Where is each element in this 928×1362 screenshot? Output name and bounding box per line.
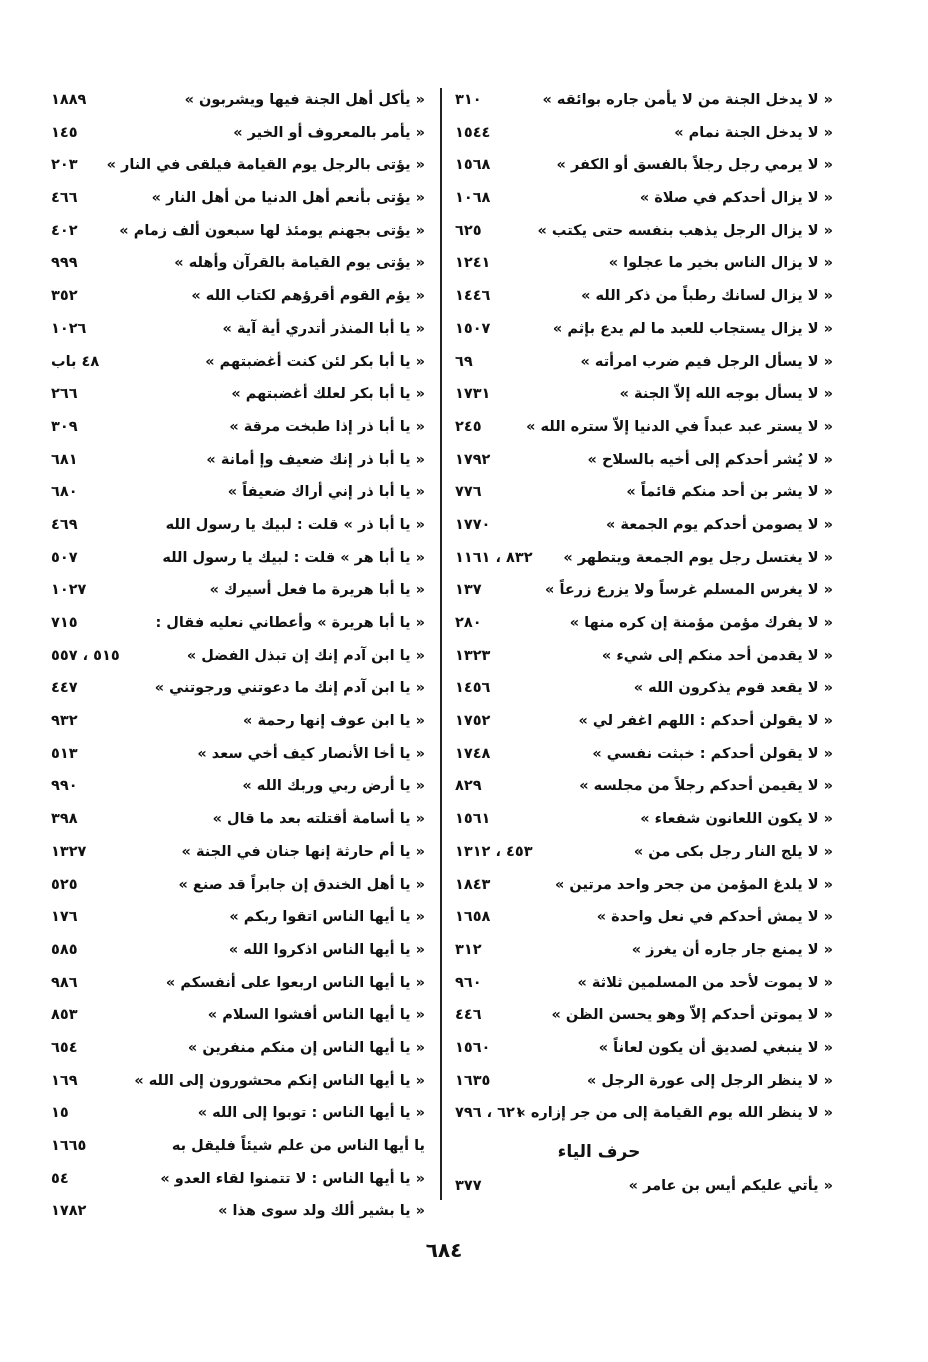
- entry-text: « يؤم القوم أقرؤهم لكتاب الله »: [191, 288, 425, 305]
- entry-number: ١٧٩٢: [455, 451, 491, 468]
- index-entry: [455, 738, 833, 771]
- entry-number: ١٤٥: [51, 124, 78, 141]
- entry-number: ٥٢٥: [51, 876, 78, 893]
- entry-text: « لا يمش أحدكم في نعل واحدة »: [596, 909, 833, 926]
- entry-number: ٤٤٧: [51, 680, 78, 697]
- index-entry: [455, 247, 833, 280]
- entry-text: « لا يشر بن أحد منكم قائماً »: [626, 484, 833, 501]
- entry-number: ١٦٩: [51, 1072, 78, 1089]
- index-entry: [455, 215, 833, 248]
- index-entry: [45, 640, 425, 673]
- entry-text: « لا يموتن أحدكم إلاّ وهو يحسن الظن »: [551, 1007, 833, 1024]
- right-column: [455, 84, 833, 1203]
- entry-number: ٤٠٢: [51, 222, 78, 239]
- entry-text: « لا يزال يستجاب للعبد ما لم يدع بإثم »: [552, 320, 833, 337]
- entry-text: « لا يستر عبد عبداً في الدنيا إلاّ ستره الله »: [526, 418, 833, 435]
- index-entry: [455, 901, 833, 934]
- index-entry: [45, 1130, 425, 1163]
- entry-number: ٣١٠: [455, 92, 482, 108]
- entry-number: ٣٧٧: [455, 1178, 482, 1194]
- index-entry: [45, 574, 425, 607]
- index-entry: [455, 869, 833, 902]
- index-entry: [45, 313, 425, 346]
- index-entry: [45, 542, 425, 575]
- entry-text: يا أيها الناس من علم شيئاً فليقل به: [171, 1138, 425, 1154]
- entry-number: ٨٣٢ ، ١١٦١: [455, 549, 533, 566]
- entry-number: ١٣٢٣: [455, 647, 491, 664]
- entry-text: « لا ينبغي لصديق أن يكون لعاناً »: [598, 1039, 833, 1056]
- index-entry: [455, 1097, 833, 1130]
- entry-text: « لا يزال الرجل يذهب بنفسه حتى يكتب »: [537, 222, 833, 239]
- index-entry: [45, 215, 425, 248]
- entry-text: « يا بشير ألك ولد سوى هذا »: [218, 1203, 425, 1220]
- entry-number: ٣٥٢: [51, 288, 78, 305]
- index-entry: [45, 803, 425, 836]
- entry-text: « لا يدخل الجنة نمام »: [674, 124, 833, 141]
- entry-text: « يا أهل الخندق إن جابراً قد صنع »: [178, 876, 425, 893]
- entry-number: ٨٥٣: [51, 1007, 78, 1024]
- entry-number: ١٥٦٨: [455, 157, 491, 174]
- entry-number: ٧١٥: [51, 615, 78, 631]
- entry-number: ٦٩: [455, 353, 473, 370]
- entry-number: ١٥٦١: [455, 811, 491, 828]
- entry-text: « يأتي عليكم أيس بن عامر »: [628, 1178, 833, 1194]
- index-entry: [45, 607, 425, 640]
- index-entry: [45, 476, 425, 509]
- entry-text: « لا يزال أحدكم في صلاة »: [639, 190, 833, 207]
- entry-number: ٩٣٢: [51, 713, 78, 730]
- entry-number: ١٦٥٨: [455, 909, 491, 926]
- entry-text: « لا ينظر الرجل إلى عورة الرجل »: [586, 1072, 833, 1089]
- index-entry: [45, 1097, 425, 1130]
- index-entry: [455, 84, 833, 117]
- entry-number: ١٥٤٤: [455, 124, 491, 141]
- section-heading: حرف الياء: [557, 1142, 641, 1162]
- index-entry: [45, 117, 425, 150]
- index-entry: [455, 770, 833, 803]
- entry-text: « يؤتى يوم القيامة بالقرآن وأهله »: [174, 255, 425, 272]
- index-entry: [45, 280, 425, 313]
- entry-text: « يؤتى بالرجل يوم القيامة فيلقى في النار »: [106, 157, 425, 174]
- index-entry: [455, 280, 833, 313]
- index-entry: [455, 607, 833, 640]
- entry-text: « لا يصومن أحدكم يوم الجمعة »: [606, 516, 833, 533]
- entry-text: « يا ابن آدم إنك ما دعوتني ورجوتني »: [154, 680, 425, 697]
- entry-text: « لا يلدغ المؤمن من جحر واحد مرتين »: [555, 876, 833, 893]
- index-entry: [455, 1032, 833, 1065]
- entry-text: « يا أبا هريرة » وأعطاني نعليه فقال :: [155, 615, 425, 631]
- index-entry: [45, 84, 425, 117]
- entry-text: « يؤتى بأنعم أهل الدنيا من أهل النار »: [151, 190, 425, 207]
- entry-text: « يا أبا هريرة ما فعل أسيرك »: [209, 582, 425, 599]
- index-entry: [455, 705, 833, 738]
- index-entry: [455, 444, 833, 477]
- index-entry: [45, 934, 425, 967]
- entry-text: « يؤتى بجهنم يومئذ لها سبعون ألف زمام »: [119, 222, 425, 239]
- entry-number: ٩٩٠: [51, 778, 78, 795]
- entry-number: ٨٢٩: [455, 778, 482, 795]
- entry-text: « لا يزال لسانك رطباً من ذكر الله »: [581, 288, 833, 305]
- entry-number: ٥٠٧: [51, 549, 78, 566]
- entry-text: « يا أيها الناس إن منكم منفرين »: [187, 1039, 425, 1056]
- entry-number: ١٦٦٥: [51, 1138, 87, 1154]
- entry-text: « لا يموت لأحد من المسلمين ثلاثة »: [577, 974, 833, 991]
- entry-text: « يا أسامة أقتلته بعد ما قال »: [212, 811, 425, 828]
- entry-number: ١٣٢٧: [51, 843, 87, 860]
- entry-text: « يا أبا بكر لعلك أغضبتهم »: [231, 386, 425, 403]
- index-entry: [45, 346, 425, 379]
- index-entry: [455, 346, 833, 379]
- entry-text: « يا أبا بكر لئن كنت أغضبتهم »: [205, 353, 425, 370]
- index-entry: [45, 967, 425, 1000]
- index-entry: [45, 836, 425, 869]
- entry-number: ١٠٢٧: [51, 582, 87, 599]
- index-entry: [45, 509, 425, 542]
- index-entry: [45, 901, 425, 934]
- entry-number: ٢٨٠: [455, 615, 482, 631]
- entry-text: « يا أخا الأنصار كيف أخي سعد »: [197, 745, 425, 762]
- entry-number: ٤٦٦: [51, 190, 78, 207]
- index-entry: [455, 1170, 833, 1203]
- index-entry: [455, 149, 833, 182]
- entry-text: « لا يقعد قوم يذكرون الله »: [633, 680, 833, 697]
- entry-text: « لا يُشر أحدكم إلى أخيه بالسلاح »: [587, 451, 833, 468]
- entry-number: ١٥٦٠: [455, 1039, 491, 1056]
- entry-text: « يأمر بالمعروف أو الخير »: [233, 124, 425, 141]
- entry-number: ١٨٨٩: [51, 92, 87, 108]
- index-entry: [45, 247, 425, 280]
- index-entry: [455, 542, 833, 575]
- entry-number: ٥١٥ ، ٥٥٧: [51, 647, 120, 664]
- entry-text: « يا أم حارثة إنها جنان في الجنة »: [181, 843, 425, 860]
- entry-text: « يا أيها الناس أفشوا السلام »: [207, 1007, 425, 1024]
- page-number: ٦٨٤: [425, 1238, 463, 1262]
- entry-text: « يا أيها الناس : توبوا إلى الله »: [197, 1105, 425, 1122]
- entry-text: « يا أيها الناس إنكم محشورون إلى الله »: [134, 1072, 425, 1089]
- index-entry: [455, 411, 833, 444]
- entry-text: « يا أبا هر » قلت : لبيك يا رسول الله: [162, 549, 425, 566]
- index-entry: [45, 378, 425, 411]
- entry-text: « يا ابن آدم إنك إن تبذل الفضل »: [186, 647, 425, 664]
- entry-text: « يا أيها الناس اربعوا على أنفسكم »: [165, 974, 425, 991]
- index-entry: [45, 770, 425, 803]
- entry-number: ٦٨٠: [51, 484, 78, 501]
- entry-text: « يا أيها الناس اذكروا الله »: [228, 941, 425, 958]
- entry-number: ٣١٢: [455, 941, 482, 958]
- index-entry: [45, 1163, 425, 1196]
- entry-number: ١٤٤٦: [455, 288, 491, 305]
- index-entry: [45, 869, 425, 902]
- entry-number: ٢٦٦: [51, 386, 78, 403]
- index-entry: [45, 444, 425, 477]
- entry-text: « لا يكون اللعانون شفعاء »: [640, 811, 833, 828]
- index-entry: [455, 378, 833, 411]
- entry-text: « يا أبا ذر إذا طبخت مرقة »: [229, 418, 425, 435]
- index-entry: [45, 705, 425, 738]
- entry-number: ١٥: [51, 1105, 69, 1122]
- left-column: [45, 84, 425, 1228]
- entry-number: ٦٢٥: [455, 222, 482, 239]
- entry-number: ٤٤٦: [455, 1007, 482, 1024]
- entry-text: « يا أبا المنذر أتدري أية آية »: [222, 320, 425, 337]
- entry-text: « لا يغتسل رجل يوم الجمعة ويتطهر »: [563, 549, 833, 566]
- index-entry: [455, 967, 833, 1000]
- entry-text: « يا ابن عوف إنها رحمة »: [243, 713, 425, 730]
- entry-text: « لا يلج النار رجل بكى من »: [633, 843, 833, 860]
- entry-number: ١٧٥٢: [455, 713, 491, 730]
- entry-number: ٣٠٩: [51, 418, 78, 435]
- index-entry: [455, 934, 833, 967]
- column-divider: [440, 88, 442, 1200]
- index-entry: [45, 182, 425, 215]
- entry-text: « لا ينظر الله يوم القيامة إلى من جر إزاره »: [516, 1105, 833, 1122]
- index-entry: [455, 999, 833, 1032]
- entry-text: « يا أيها الناس اتقوا ربكم »: [229, 909, 425, 926]
- entry-number: ٩٦٠: [455, 974, 482, 991]
- entry-number: ٦٨١: [51, 451, 78, 468]
- index-entry: [455, 640, 833, 673]
- index-entry: [455, 509, 833, 542]
- entry-text: « لا يقولن أحدكم : اللهم اغفر لي »: [578, 713, 833, 730]
- entry-number: ٣٩٨: [51, 811, 78, 828]
- entry-number: ١٨٤٣: [455, 876, 491, 893]
- entry-number: ١٠٦٨: [455, 190, 491, 207]
- index-entry: [455, 672, 833, 705]
- index-entry: [45, 149, 425, 182]
- index-entry: [45, 1195, 425, 1228]
- entry-text: « لا يزال الناس بخير ما عجلوا »: [608, 255, 833, 272]
- entry-text: « لا يدخل الجنة من لا يأمن جاره بوائقه »: [542, 92, 833, 108]
- entry-number: ٤٨ باب: [51, 353, 100, 370]
- entry-text: « لا يسأل الرجل فيم ضرب امرأته »: [580, 353, 833, 370]
- entry-text: « لا يغرس المسلم غرساً ولا يزرع زرعاً »: [545, 582, 833, 599]
- index-entry: [455, 476, 833, 509]
- entry-text: « يا أبا ذر إنك ضعيف وإ أمانة »: [206, 451, 425, 468]
- entry-text: « لا يفرك مؤمن مؤمنة إن كره منها »: [569, 615, 833, 631]
- index-entry: [45, 999, 425, 1032]
- index-entry: [45, 1032, 425, 1065]
- index-entry: [455, 1065, 833, 1098]
- entry-text: « يا أيها الناس : لا تتمنوا لقاء العدو »: [160, 1170, 425, 1187]
- entry-number: ١٧٣١: [455, 386, 491, 403]
- entry-text: « يأكل أهل الجنة فيها ويشربون »: [184, 92, 425, 108]
- entry-number: ٤٥٣ ، ١٣١٢: [455, 843, 533, 860]
- entry-number: ١٥٠٧: [455, 320, 491, 337]
- entry-number: ٧٧٦: [455, 484, 482, 501]
- entry-number: ١٦٣٥: [455, 1072, 491, 1089]
- entry-number: ١٧٨٢: [51, 1203, 87, 1220]
- entry-number: ١٠٢٦: [51, 320, 87, 337]
- index-entry: [455, 836, 833, 869]
- entry-number: ٦٢١ ، ٧٩٦: [455, 1105, 524, 1122]
- index-entry: [455, 117, 833, 150]
- index-entry: [45, 672, 425, 705]
- entry-text: « لا يرمي رجل رجلاً بالفسق أو الكفر »: [556, 157, 833, 174]
- entry-text: « لا يقيمن أحدكم رجلاً من مجلسه »: [579, 778, 833, 795]
- entry-number: ١٧٤٨: [455, 745, 491, 762]
- index-entry: [45, 411, 425, 444]
- entry-number: ٥٨٥: [51, 941, 78, 958]
- entry-text: « يا أبا ذر إني أراك ضعيفاً »: [227, 484, 425, 501]
- entry-number: ٩٩٩: [51, 255, 78, 272]
- entry-number: ١٣٧: [455, 582, 482, 599]
- entry-text: « يا أبا ذر » قلت : لبيك يا رسول الله: [165, 516, 425, 533]
- entry-number: ٩٨٦: [51, 974, 78, 991]
- entry-number: ٦٥٤: [51, 1039, 78, 1056]
- index-entry: [455, 313, 833, 346]
- entry-text: « يا أرض ربي وربك الله »: [242, 778, 425, 795]
- entry-text: « لا يمنع جار جاره أن يغرز »: [631, 941, 833, 958]
- index-entry: [45, 738, 425, 771]
- index-entry: [455, 574, 833, 607]
- index-entry: [455, 182, 833, 215]
- entry-text: « لا يسأل بوجه الله إلاّ الجنة »: [619, 386, 833, 403]
- entry-text: « لا يقولن أحدكم : خبثت نفسي »: [592, 745, 833, 762]
- index-entry: [455, 803, 833, 836]
- entry-number: ٢٠٣: [51, 157, 78, 174]
- entry-number: ١٤٥٦: [455, 680, 491, 697]
- entry-number: ٢٤٥: [455, 418, 482, 435]
- entry-text: « لا يقدمن أحد منكم إلى شيء »: [601, 647, 833, 664]
- entry-number: ٥١٣: [51, 745, 78, 762]
- entry-number: ٤٦٩: [51, 516, 78, 533]
- index-entry: [45, 1065, 425, 1098]
- entry-number: ١٧٦: [51, 909, 78, 926]
- entry-number: ١٢٤١: [455, 255, 491, 272]
- entry-number: ١٧٧٠: [455, 516, 491, 533]
- entry-number: ٥٤: [51, 1170, 69, 1187]
